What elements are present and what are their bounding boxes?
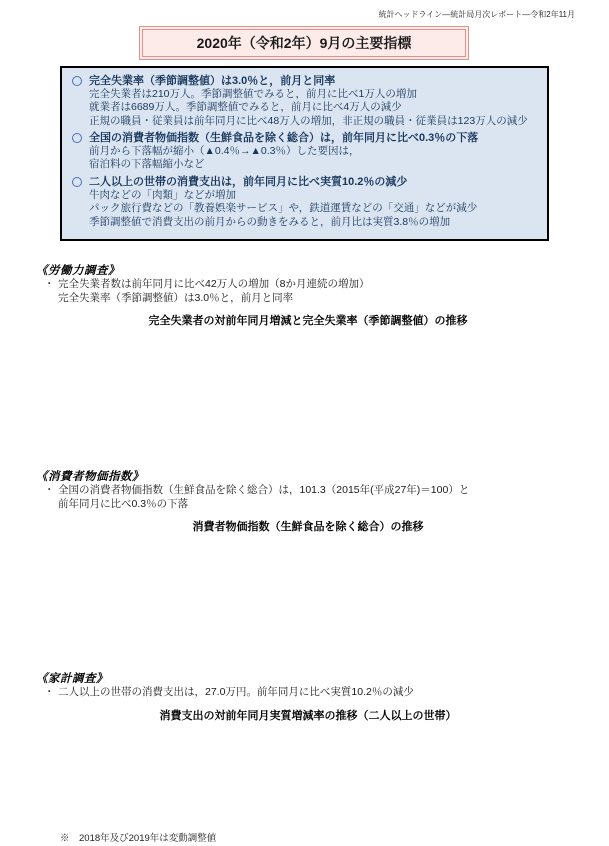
bullet-text: 二人以上の世帯の消費支出は，27.0万円。前年同月に比べ実質10.2％の減少	[58, 686, 414, 698]
cpi-chart-canvas	[30, 535, 595, 647]
page-title-text: 2020年（令和2年）9月の主要指標	[196, 35, 412, 51]
section-bullet	[44, 484, 586, 498]
chart-unemployment	[30, 329, 586, 455]
section-bullet	[44, 278, 586, 292]
summary-detail-line: 正規の職員・従業員は前年同月に比べ48万人の増加，非正規の職員・従業員は123万人の減少	[89, 114, 528, 127]
summary-head-text: 完全失業率（季節調整値）は3.0％と，前月と同率	[89, 75, 336, 87]
bullet-dot: ・	[44, 484, 55, 496]
section-household-survey	[30, 670, 586, 844]
section-consumer-price-index	[30, 468, 586, 647]
summary-item	[71, 74, 538, 128]
summary-detail-line: パック旅行費などの「教養娯楽サービス」や，鉄道運賃などの「交通」などが減少	[89, 202, 478, 215]
section-heading: 《家計調査》	[36, 673, 108, 685]
summary-detail-line: 牛肉などの「肉類」などが増加	[89, 188, 236, 201]
summary-item	[71, 175, 538, 229]
chart-cpi	[30, 535, 586, 647]
summary-head	[71, 131, 538, 145]
section-bullet	[44, 686, 586, 700]
chart-title-unemployment: 完全失業者の対前年同月増減と完全失業率（季節調整値）の推移	[148, 315, 468, 328]
circle-bullet-icon	[72, 133, 82, 143]
summary-head-text: 全国の消費者物価指数（生鮮食品を除く総合）は，前年同月に比べ0.3％の下落	[89, 132, 479, 145]
chart-spending	[30, 724, 586, 824]
summary-item	[71, 131, 538, 172]
section-bullet-cont: 前年同月に比べ0.3％の下落	[58, 497, 189, 510]
bullet-dot: ・	[44, 278, 55, 290]
unemployment-chart-canvas	[30, 329, 595, 455]
summary-head-text: 二人以上の世帯の消費支出は，前年同月に比べ実質10.2％の減少	[89, 175, 408, 188]
circle-bullet-icon	[72, 177, 82, 187]
summary-detail-line: 季節調整値で消費支出の前月からの動きをみると，前月比は実質3.8％の増加	[89, 215, 451, 228]
chart-title-cpi: 消費者物価指数（生鮮食品を除く総合）の推移	[192, 521, 424, 534]
chart-title-spending: 消費支出の対前年同月実質増減率の推移（二人以上の世帯）	[159, 709, 457, 722]
section-labour-survey	[30, 262, 586, 455]
spending-chart-canvas	[30, 724, 595, 824]
summary-head	[71, 74, 538, 88]
summary-detail-line: 就業者は6689万人。季節調整値でみると，前月に比べ4万人の減少	[89, 101, 402, 114]
summary-detail-line: 前月から下落幅が縮小（▲0.4％→▲0.3％）した要因は，	[89, 145, 360, 158]
summary-box	[60, 66, 549, 241]
summary-detail-line: 完全失業者は210万人。季節調整値でみると，前月に比べ1万人の増加	[89, 88, 417, 101]
summary-detail-line: 宿泊料の下落幅縮小など	[89, 158, 205, 171]
summary-head	[71, 175, 538, 189]
circle-bullet-icon	[72, 76, 82, 86]
bullet-text: 全国の消費者物価指数（生鮮食品を除く総合）は，101.3（2015年(平成27年)＝100）と	[58, 484, 470, 496]
page-title	[142, 29, 466, 57]
report-header: 統計ヘッドライン―統計局月次レポート―令和2年11月	[378, 10, 575, 19]
bullet-dot: ・	[44, 686, 55, 698]
section-heading: 《労働力調査》	[36, 265, 120, 277]
section-heading: 《消費者物価指数》	[36, 471, 144, 483]
section-bullet-cont: 完全失業率（季節調整値）は3.0％と，前月と同率	[58, 291, 294, 304]
chart-footnote: ※ 2018年及び2019年は変動調整値	[60, 832, 217, 844]
bullet-text: 完全失業者数は前年同月に比べ42万人の増加（8か月連続の増加）	[58, 278, 370, 290]
